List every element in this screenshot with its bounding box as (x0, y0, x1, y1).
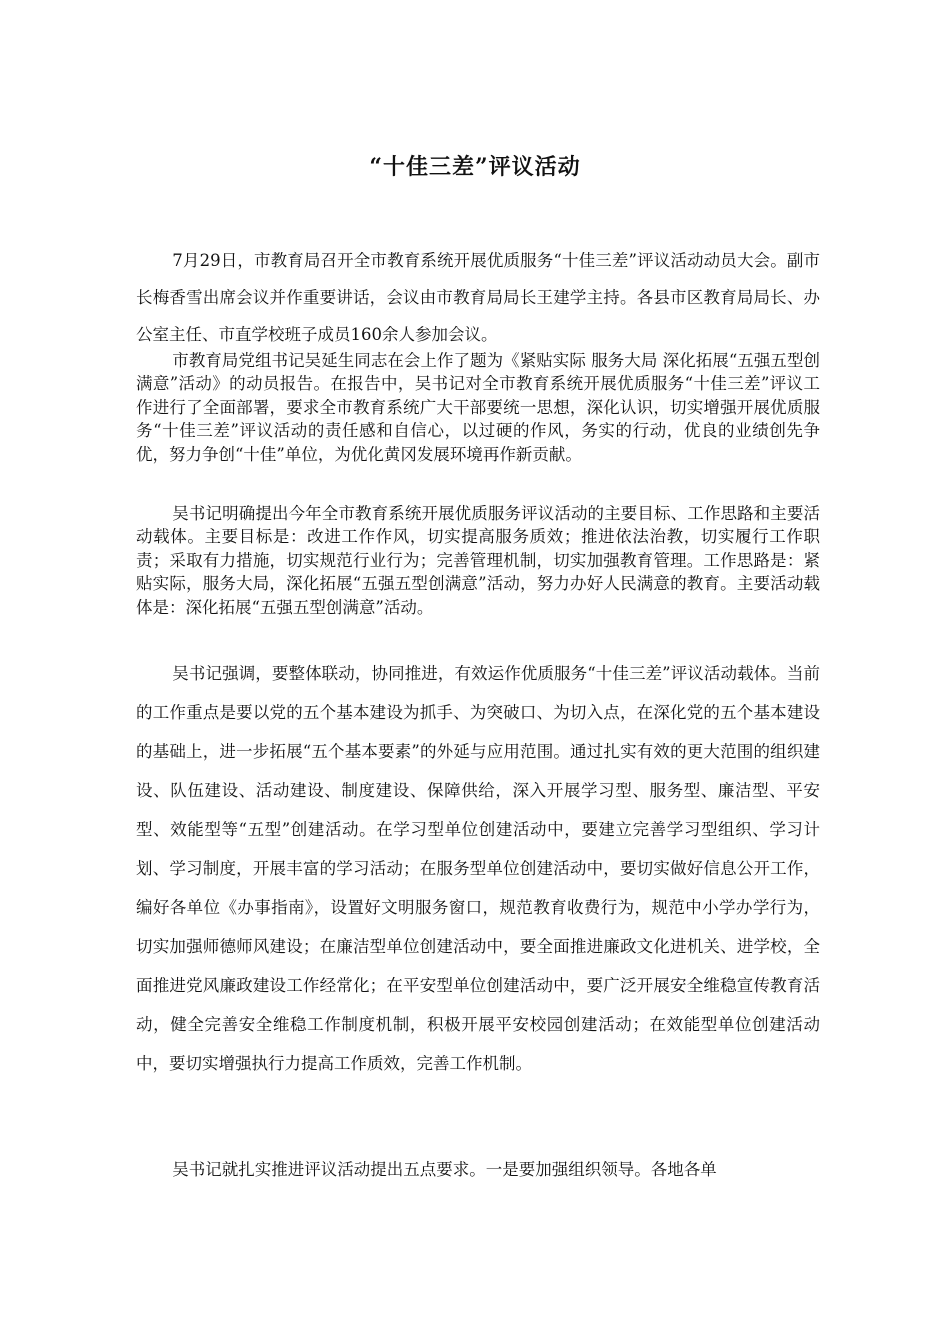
document-title: “十佳三差”评议活动 (369, 154, 581, 180)
paragraph-five-requirements: 吴书记就扎实推进评议活动提出五点要求。一是要加强组织领导。各地各单 (172, 1160, 717, 1179)
paragraph-meeting-summary: 7月29日，市教育局召开全市教育系统开展优质服务“十佳三差”评议活动动员大会。副市长梅香雪出席会议并作重要讲话，会议由市教育局局长王建学主持。各县市区教育局局长、办公室主任、市直学校班子成员160余人参加会议。 (136, 251, 820, 344)
paragraph-coordinated-work: 吴书记强调，要整体联动，协同推进，有效运作优质服务“十佳三差”评议活动载体。当前的工作重点是要以党的五个基本建设为抓手、为突破口、为切入点，在深化党的五个基本建设的基础上，进一步拓展“五个基本要素”的外延与应用范围。通过扎实有效的更大范围的组织建设、队伍建设、活动建设、制度建设、保障供给，深入开展学习型、服务型、廉洁型、平安型、效能型等“五型”创建活动。在学习型单位创建活动中，要建立完善学习型组织、学习计划、学习制度，开展丰富的学习活动；在服务型单位创建活动中，要切实做好信息公开工作，编好各单位《办事指南》，设置好文明服务窗口，规范教育收费行为，规范中小学办学行为，切实加强师德师风建设；在廉洁型单位创建活动中，要全面推进廉政文化进机关、进学校，全面推进党风廉政建设工作经常化；在平安型单位创建活动中，要广泛开展安全维稳宣传教育活动，健全完善安全维稳工作制度机制，积极开展平安校园创建活动；在效能型单位创建活动中，要切实增强执行力提高工作质效，完善工作机制。 (136, 664, 820, 1073)
paragraph-mobilization-report: 市教育局党组书记吴延生同志在会上作了题为《紧贴实际 服务大局 深化拓展“五强五型创满意”活动》的动员报告。在报告中，吴书记对全市教育系统开展优质服务“十佳三差”评议工作进行了全面部署，要求全市教育系统广大干部要统一思想，深化认识，切实增强开展优质服务“十佳三差”评议活动的责任感和自信心，以过硬的作风，务实的行动，优良的业绩创先争优，努力争创“十佳”单位，为优化黄冈发展环境再作新贡献。 (136, 351, 820, 464)
paragraph-goals-and-approach: 吴书记明确提出今年全市教育系统开展优质服务评议活动的主要目标、工作思路和主要活动载体。主要目标是：改进工作作风，切实提高服务质效；推进依法治教，切实履行工作职责；采取有力措施，切实规范行业行为；完善管理机制，切实加强教育管理。工作思路是：紧贴实际，服务大局，深化拓展“五强五型创满意”活动，努力办好人民满意的教育。主要活动载体是：深化拓展“五强五型创满意”活动。 (136, 504, 820, 617)
